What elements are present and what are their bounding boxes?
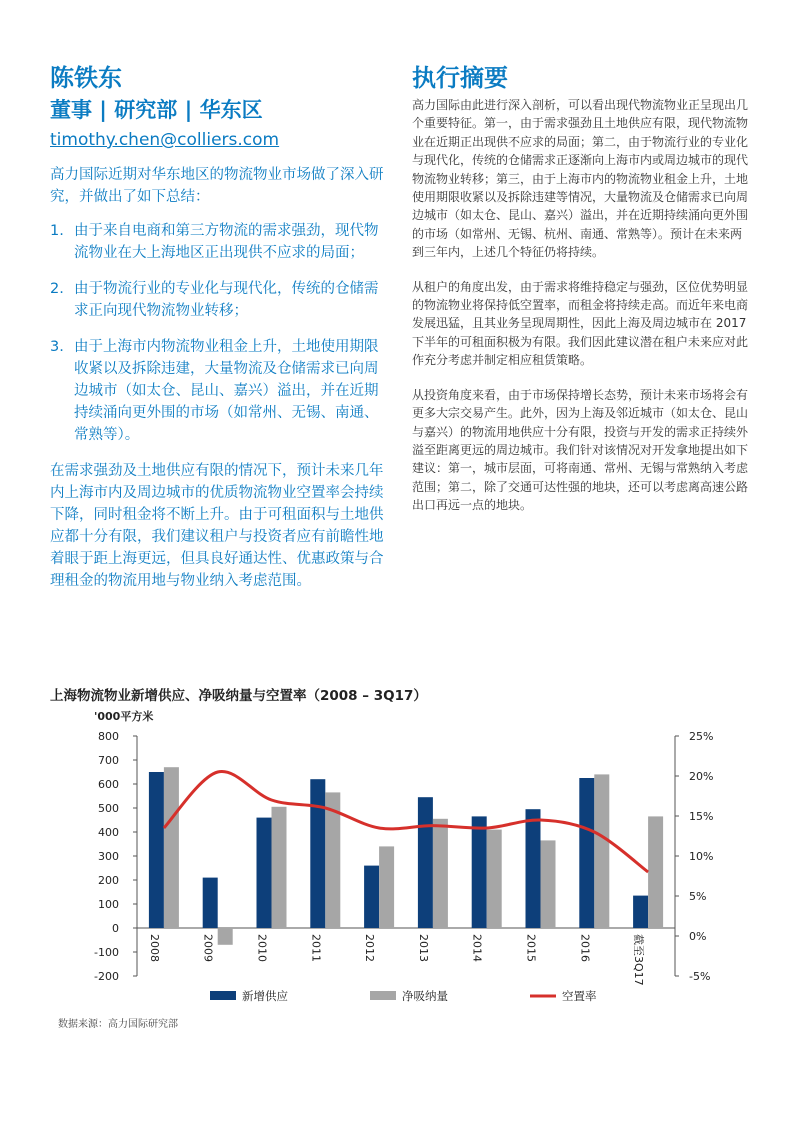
list-item: 3. 由于上海市内物流物业租金上升，土地使用期限收紧以及拆除违建，大量物流及仓储需求已向周边城市（如太仓、昆山、嘉兴）溢出，并在近期持续涌向更外围的市场（如常州、无锡、南通、常熟等）。 xyxy=(50,339,379,443)
bar-absorption xyxy=(164,767,179,928)
bar-absorption xyxy=(379,846,394,928)
legend-swatch xyxy=(370,991,396,1000)
bar-absorption xyxy=(594,774,609,928)
bar-absorption xyxy=(218,928,233,945)
body-paragraph: 从投资角度来看，由于市场保持增长态势，预计未来市场将会有更多大宗交易产生。此外，因为上海及邻近城市（如太仓、昆山与嘉兴）的物流用地供应十分有限，投资与开发的需求正持续外溢至距离更远的周边城市。我们针对该情况对开发拿地提出如下建议：第一，城市层面，可将南通、常州、无锡与常熟纳入考虑范围；第二，除了交通可达性强的地块，还可以考虑离高速公路出口再远一点的地块。 xyxy=(412,387,749,513)
y-tick-label: 100 xyxy=(98,898,119,911)
summary-intro: 高力国际近期对华东地区的物流物业市场做了深入研究，并做出了如下总结： xyxy=(50,167,384,205)
y-tick-label: 400 xyxy=(98,826,119,839)
y2-tick-label: 10% xyxy=(689,850,714,863)
y-tick-label: 600 xyxy=(98,778,119,791)
bar-supply xyxy=(472,816,487,928)
y-tick-label: -100 xyxy=(94,946,119,959)
y2-tick-label: 0% xyxy=(689,930,707,943)
x-tick-label: 2016 xyxy=(578,934,592,962)
y-tick-label: 0 xyxy=(112,922,119,935)
body-paragraph: 高力国际由此进行深入剖析，可以看出现代物流物业正呈现出几个重要特征。第一，由于需求强劲且土地供应有限，现代物流物业在近期正出现供不应求的局面；第二，由于物流行业的专业化与现代化，传统的仓储需求正逐渐向上海市内或周边城市的现代物流物业转移；第三，由于上海市内的物流物业租金上升，土地使用期限收紧以及拆除违建等情况，大量物流及仓储需求已向周边城市（如太仓、昆山、嘉兴）溢出，并在近期持续涌向更外围的市场（如常州、无锡、杭州、南通、常熟等）。预计在未来两到三年内，上述几个特征仍将持续。 xyxy=(412,98,749,260)
x-tick-label: 2011 xyxy=(309,934,323,962)
bar-supply xyxy=(418,797,433,928)
y-tick-label: 700 xyxy=(98,754,119,767)
executive-summary xyxy=(412,62,752,531)
y2-tick-label: 15% xyxy=(689,810,714,823)
bar-supply xyxy=(364,866,379,928)
y-tick-label: -200 xyxy=(94,970,119,983)
author-block xyxy=(50,62,390,152)
author-email-link[interactable]: timothy.chen@colliers.com xyxy=(50,130,280,150)
x-tick-label: 2012 xyxy=(363,934,377,962)
bar-absorption xyxy=(541,840,556,928)
bar-supply xyxy=(257,818,272,928)
y-tick-label: 300 xyxy=(98,850,119,863)
legend-label: 净吸纳量 xyxy=(402,989,448,1003)
bar-absorption xyxy=(433,819,448,928)
x-tick-label: 2014 xyxy=(470,934,484,962)
x-tick-label: 2008 xyxy=(147,934,161,962)
list-item: 2. 由于物流行业的专业化与现代化，传统的仓储需求正向现代物流物业转移； xyxy=(50,281,379,319)
chart xyxy=(50,684,750,1024)
legend-label: 新增供应 xyxy=(242,989,288,1003)
vacancy-rate-line xyxy=(164,771,648,872)
y-tick-label: 500 xyxy=(98,802,119,815)
x-tick-label: 2009 xyxy=(201,934,215,962)
list-item: 1. 由于来自电商和第三方物流的需求强劲，现代物流物业在大上海地区正出现供不应求的局面； xyxy=(50,223,379,261)
summary-conclusion: 在需求强劲及土地供应有限的情况下，预计未来几年内上海市内及周边城市的优质物流物业空置率会持续下降，同时租金将不断上升。由于可租面积与土地供应都十分有限，我们建议租户与投资者应有前瞻性地着眼于距上海更远，但具良好通达性、优惠政策与合理租金的物流用地与物业纳入考虑范围。 xyxy=(50,463,384,589)
summary-list xyxy=(50,220,390,446)
author-name: 陈铁东 xyxy=(50,64,122,92)
chart-title: 上海物流物业新增供应、净吸纳量与空置率（2008 – 3Q17） xyxy=(50,688,427,704)
bar-supply xyxy=(633,896,648,928)
author-title: 董事 | 研究部 | 华东区 xyxy=(50,98,263,122)
legend-label: 空置率 xyxy=(562,989,597,1003)
bar-absorption xyxy=(648,816,663,928)
chart-plot xyxy=(50,724,750,1024)
x-tick-label: 2013 xyxy=(416,934,430,962)
bar-supply xyxy=(203,878,218,928)
bar-absorption xyxy=(487,830,502,928)
x-tick-label: 2015 xyxy=(524,934,538,962)
data-source: 数据来源：高力国际研究部 xyxy=(58,1019,178,1030)
bar-supply xyxy=(579,778,594,928)
bar-absorption xyxy=(272,807,287,928)
chart-y-unit: '000平方米 xyxy=(94,710,154,723)
y2-tick-label: 5% xyxy=(689,890,707,903)
y-tick-label: 200 xyxy=(98,874,119,887)
bar-supply xyxy=(310,779,325,928)
legend-swatch xyxy=(210,991,236,1000)
bar-supply xyxy=(526,809,541,928)
section-title: 执行摘要 xyxy=(412,64,508,92)
y2-tick-label: 25% xyxy=(689,730,714,743)
summary-column xyxy=(50,164,390,592)
body-paragraph: 从租户的角度出发，由于需求将维持稳定与强劲，区位优势明显的物流物业将保持低空置率，而租金将持续走高。而近年来电商发展迅猛，且其业务呈现周期性，因此上海及周边城市在 2017 下半年的可租面积极为有限。我们因此建议潜在租户未来应对此作充分考虑并制定相应租赁策略。 xyxy=(412,279,749,368)
bar-supply xyxy=(149,772,164,928)
y-tick-label: 800 xyxy=(98,730,119,743)
y2-tick-label: 20% xyxy=(689,770,714,783)
x-tick-label: 截至3Q17 xyxy=(632,934,646,986)
x-tick-label: 2010 xyxy=(255,934,269,962)
y2-tick-label: -5% xyxy=(689,970,711,983)
